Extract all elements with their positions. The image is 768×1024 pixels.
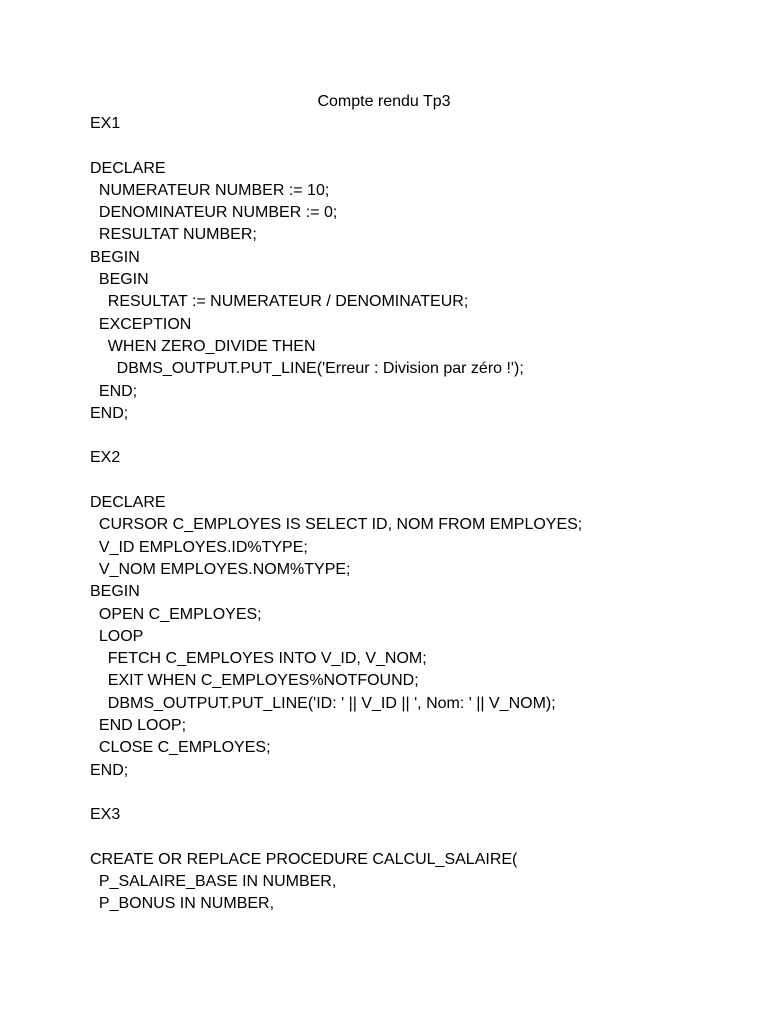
text-line: LOOP	[90, 627, 144, 645]
text-line: RESULTAT := NUMERATEUR / DENOMINATEUR;	[90, 293, 469, 311]
text-line: EX2	[90, 449, 121, 467]
text-line: V_ID EMPLOYES.ID%TYPE;	[90, 538, 308, 556]
text-line: RESULTAT NUMBER;	[90, 226, 257, 244]
text-line: BEGIN	[90, 271, 149, 289]
text-line	[90, 425, 750, 447]
text-line: DENOMINATEUR NUMBER := 0;	[90, 204, 338, 222]
text-line: V_NOM EMPLOYES.NOM%TYPE;	[90, 560, 351, 578]
document-title: Compte rendu Tp3	[317, 93, 451, 110]
text-line: END;	[90, 404, 129, 422]
text-line	[90, 470, 750, 492]
text-line	[90, 827, 750, 849]
text-line: WHEN ZERO_DIVIDE THEN	[90, 337, 316, 355]
text-line: CREATE OR REPLACE PROCEDURE CALCUL_SALAIRE(	[90, 850, 518, 868]
text-line: EXCEPTION	[90, 315, 192, 333]
text-line: EX3	[90, 806, 121, 824]
text-line: CLOSE C_EMPLOYES;	[90, 739, 271, 757]
text-line: OPEN C_EMPLOYES;	[90, 605, 262, 623]
text-line: DECLARE	[90, 494, 166, 512]
text-line	[90, 135, 750, 157]
text-line: END;	[90, 382, 138, 400]
text-line: EXIT WHEN C_EMPLOYES%NOTFOUND;	[90, 672, 419, 690]
text-line: P_SALAIRE_BASE IN NUMBER,	[90, 873, 337, 891]
text-line: END;	[90, 761, 129, 779]
text-line: BEGIN	[90, 248, 140, 266]
text-line: DBMS_OUTPUT.PUT_LINE('Erreur : Division par zéro !');	[90, 360, 524, 378]
text-line: EX1	[90, 115, 121, 132]
document-body	[90, 113, 750, 916]
text-line: BEGIN	[90, 583, 140, 601]
text-line: P_BONUS IN NUMBER,	[90, 895, 275, 913]
text-line: DBMS_OUTPUT.PUT_LINE('ID: ' || V_ID || ', Nom: ' || V_NOM);	[90, 694, 556, 712]
text-line: DECLARE	[90, 159, 166, 177]
text-line	[90, 782, 750, 804]
text-line: END LOOP;	[90, 717, 187, 735]
text-line: NUMERATEUR NUMBER := 10;	[90, 181, 330, 199]
text-line: CURSOR C_EMPLOYES IS SELECT ID, NOM FROM EMPLOYES;	[90, 516, 583, 534]
text-line: FETCH C_EMPLOYES INTO V_ID, V_NOM;	[90, 650, 427, 668]
